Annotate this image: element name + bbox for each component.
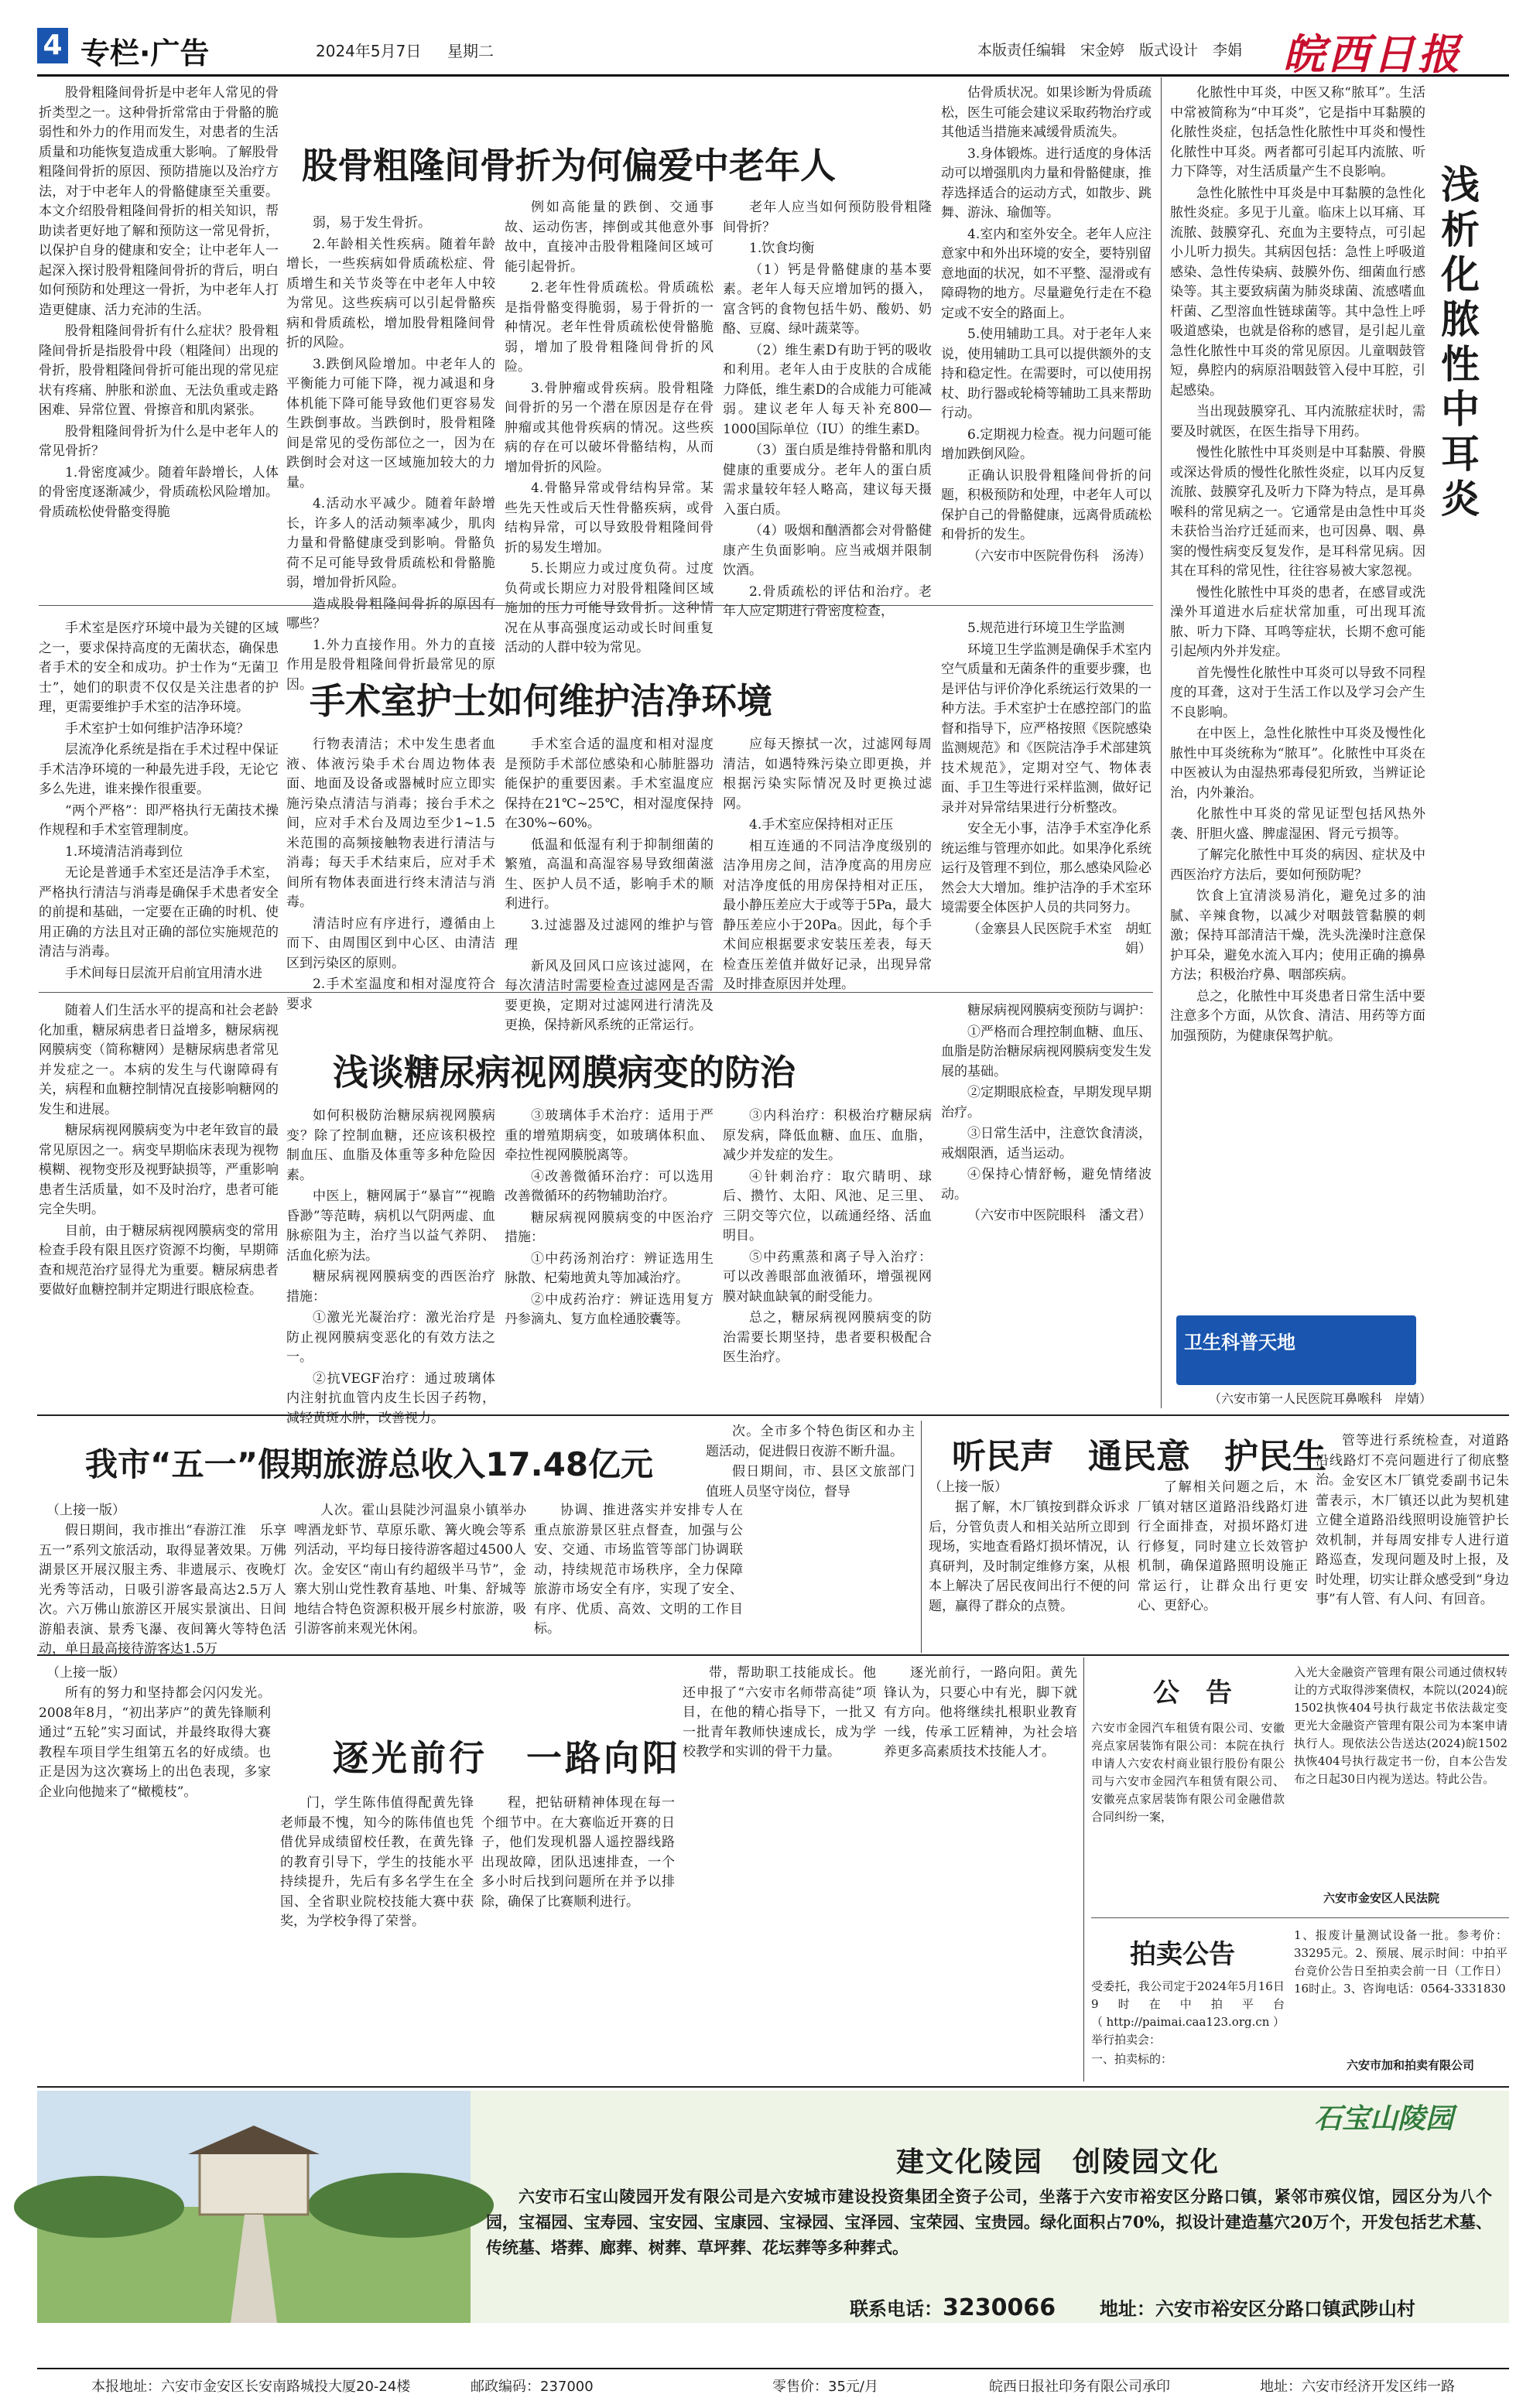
footer-printer-address: 地址：六安市经济开发区纬一路 <box>1260 2379 1455 2395</box>
paragraph: 4.活动水平减少。随着年龄增长，许多人的活动频率减少，肌肉力量和骨骼健康受到影响。骨骼负荷不足可能导致骨质疏松和骨骼脆弱，增加骨折风险。 <box>286 496 495 590</box>
paragraph: 估骨质状况。如果诊断为骨质疏松，医生可能会建议采取药物治疗或其他适当措施来减缓骨质流失。 <box>941 85 1152 140</box>
paragraph: 糖尿病视网膜病变的西医治疗措施： <box>286 1269 495 1305</box>
paragraph: 总之，糖尿病视网膜病变的防治需要长期坚持，患者要积极配合医生治疗。 <box>723 1310 932 1365</box>
announcement-right: 入光大金融资产管理有限公司通过债权转让的方式取得涉案债权，本院以(2024)皖1502执恢404号执行裁定书依法裁定变更光大金融资产管理有限公司为本案申请执行人。现依法公告送达(2024)皖1502执恢404号执行裁定书一份，自本公告发布之日起30日内视为送达。特此公告。 <box>1294 1665 1507 1786</box>
paragraph: 4.室内和室外安全。老年人应注意家中和外出环境的安全，要特别留意地面的状况，如不平整、湿滑或有障碍物的地方。尽量避免行走在不稳定或不安全的路面上。 <box>941 226 1152 321</box>
cemetery-photo <box>37 2091 471 2323</box>
article5-continued: （上接一版） <box>46 1503 125 1518</box>
article6-continued: （上接一版） <box>929 1479 1008 1495</box>
paragraph: 饮食上宜清淡易消化，避免过多的油腻、辛辣食物，以减少对咽鼓管黏膜的刺激；保持耳部清洁干燥，洗头洗澡时注意保护耳朵，避免水流入耳内；使用正确的擤鼻方法；积极治疗鼻、咽部疾病。 <box>1170 888 1425 983</box>
paragraph: 清洁时应有序进行，遵循由上而下、由周围区到中心区、由清洁区到污染区的原则。 <box>286 915 495 971</box>
paragraph: 糖尿病视网膜病变为中老年致盲的最常见原因之一。病变早期临床表现为视物模糊、视物变形及视野缺损等，严重影响患者生活质量，如不及时治疗，患者可能完全失明。 <box>39 1123 279 1217</box>
paragraph: 4.骨骼异常或骨结构异常。某些先天性或后天性骨骼疾病，或骨结构异常，可以导致股骨粗隆间骨折的易发生增加。 <box>505 481 714 556</box>
paragraph: ⑤中药熏蒸和离子导入治疗：可以改善眼部血液循环，增强视网膜对缺血缺氧的耐受能力。 <box>723 1249 932 1305</box>
paragraph: “两个严格”：即严格执行无菌技术操作规程和手术室管理制度。 <box>39 802 279 838</box>
announcement-signature: 六安市金安区人民法院 <box>1323 1891 1440 1905</box>
paragraph: ②抗VEGF治疗：通过玻璃体内注射抗血管内皮生长因子药物，减轻黄斑水肿，改善视力。 <box>286 1370 495 1426</box>
page-number: 4 <box>37 28 68 63</box>
footer-address: 本报地址：六安市金安区长安南路城投大厦20-24楼 <box>91 2379 411 2395</box>
article3-col2 <box>286 735 495 1012</box>
footer-price: 零售价：35元/月 <box>772 2379 878 2395</box>
auction-left: 受委托，我公司定于2024年5月16日9时在中拍平台（http://paimai.caa123.org.cn）举行拍卖会： <box>1091 1979 1285 2047</box>
article3-col3 <box>505 735 714 1033</box>
paragraph: ③内科治疗：积极治疗糖尿病原发病，降低血糖、血压、血脂，减少并发症的发生。 <box>723 1108 932 1163</box>
paragraph: 2.手术室温度和相对湿度符合要求 <box>286 977 495 1012</box>
article1-col4 <box>723 198 932 619</box>
article6-title: 听民声 通民意 护民生 <box>952 1437 1326 1476</box>
photo-gate <box>200 2153 308 2215</box>
paragraph: ④改善微循环治疗：可以选用改善微循环的药物辅助治疗。 <box>505 1168 714 1204</box>
paragraph: 当出现鼓膜穿孔、耳内流脓症状时，需要及时就医，在医生指导下用药。 <box>1170 404 1425 440</box>
paragraph: 手术室护士如何维护洁净环境？ <box>65 720 249 737</box>
photo-trees <box>308 2173 494 2238</box>
article5-col4b: 假日期间，市、县区文旅部门值班人员坚守岗位，督导 <box>706 1464 915 1500</box>
paragraph: ③玻璃体手术治疗：适用于严重的增殖期病变，如玻璃体积血、牵拉性视网膜脱离等。 <box>505 1108 714 1163</box>
article2-body <box>1170 84 1425 1306</box>
article4-col5 <box>941 1001 1152 1373</box>
paragraph: 例如高能量的跌倒、交通事故、运动伤害，摔倒或其他意外事故中，直接冲击股骨粗隆间区域可能引起骨折。 <box>505 200 714 275</box>
editor-credit: 本版责任编辑 宋金婷 版式设计 李娟 <box>977 42 1243 59</box>
footer <box>37 2376 1509 2402</box>
paragraph: （4）吸烟和酗酒都会对骨骼健康产生负面影响。应当戒烟并限制饮酒。 <box>723 523 932 578</box>
article1-col1 <box>39 84 279 520</box>
cemetery-brand: 石宝山陵园 <box>1314 2102 1454 2135</box>
article5-col2: 人次。霍山县陡沙河温泉小镇举办啤酒龙虾节、草原乐歌、篝火晚会等系列活动，平均每日接待游客超过4500人次。金安区“南山有约超级半马节”，金寨大别山党性教育基地、叶集、舒城等地结合特色资源积极开展乡村旅游，吸引游客前来观光休闲。 <box>294 1503 526 1637</box>
paragraph: 安全无小事，洁净手术室净化系统运维与管理亦如此。如果净化系统运行及管理不到位，那么感染风险必然会大大增加。维护洁净的手术室环境需要全体医护人员的共同努力。 <box>941 821 1152 915</box>
section-title: 专栏·广告 <box>80 36 210 70</box>
paragraph: 化脓性中耳炎的常见证型包括风热外袭、肝胆火盛、脾虚湿困、肾元亏损等。 <box>1170 806 1425 842</box>
paragraph: 新风及回风口应该过滤网，在每次清洁时需要检查过滤网是否需要更换，定期对过滤网进行清洗及更换，保持新风系统的正常运行。 <box>505 958 714 1033</box>
paragraph: ②中成药治疗：辨证选用复方丹参滴丸、复方血栓通胶囊等。 <box>505 1291 714 1327</box>
auction-title: 拍卖公告 <box>1130 1939 1235 1970</box>
paragraph: 手术室是医疗环境中最为关键的区域之一，要求保持高度的无菌状态，确保患者手术的安全和成功。护士作为“无菌卫士”，她们的职责不仅仅是关注患者的护理，更需要维护手术室的洁净环境。 <box>39 621 279 715</box>
article3-col5 <box>941 619 1152 983</box>
paragraph: 5.长期应力或过度负荷。过度负荷或长期应力对股骨粗隆间区域施加的压力可能导致骨折。这种情况在从事高强度运动或长时间重复活动的人群中较为常见。 <box>505 561 714 655</box>
paragraph: （1）钙是骨骼健康的基本要素。老年人每天应增加钙的摄入，富含钙的食物包括牛奶、酸奶、奶酪、豆腐、绿叶蔬菜等。 <box>723 262 932 337</box>
footer-printer: 皖西日报社印务有限公司承印 <box>989 2379 1170 2395</box>
article1-title: 股骨粗隆间骨折为何偏爱中老年人 <box>302 145 836 186</box>
paper-logo: 皖西日报 <box>1283 29 1463 79</box>
author-credit: （六安市中医院骨伤科 汤涛） <box>967 548 1152 564</box>
paragraph: 1.饮食均衡 <box>749 241 815 256</box>
health-badge-label: 卫生科普天地 <box>1184 1332 1295 1353</box>
article6-col4: 金安区木厂镇党委副书记朱蕾表示，木厂镇还以此为契机建立健全道路沿线照明设施管护长效机制，并每周安排专人进行道路巡查，发现问题及时上报，及时处理，切实让群众感受到“身边事”有人管、有人问、有回音。 <box>1316 1473 1509 1607</box>
address-label: 地址： <box>1099 2298 1155 2320</box>
article6-col2: 了解相关问题之后，木厂镇对辖区道路沿线路灯进行全面排查，对损坏路灯进行修复，同时建立长效管护机制，确保道路照明设施正常运行，让群众出行更安心、更舒心。 <box>1138 1479 1308 1613</box>
paragraph: 3.跌倒风险增加。中老年人的平衡能力可能下降，视力减退和身体机能下降可能导致他们更容易发生跌倒事故。当跌倒时，股骨粗隆间是常见的受伤部位之一，因为在跌倒时会对这一区域施加较大的力量。 <box>286 356 495 491</box>
paragraph: 股骨粗隆间骨折为什么是中老年人的常见骨折？ <box>39 423 279 459</box>
cemetery-description: 六安市石宝山陵园开发有限公司是六安城市建设投资集团全资子公司，坐落于六安市裕安区分路口镇，紧邻市殡仪馆，园区分为八个园，宝福园、宝寿园、宝安园、宝康园、宝禄园、宝泽园、宝荣园、宝贵园。绿化面积占70%，拟设计建造墓穴20万个，开发包括艺术墓、传统墓、塔葬、廊葬、树葬、草坪葬、花坛葬等多种葬式。 <box>486 2187 1492 2257</box>
paragraph: （2）维生素D有助于钙的吸收和利用。老年人由于皮肤的合成能力降低，维生素D的合成能力可能减弱。建议老年人每天补充800—1000国际单位（IU）的维生素D。 <box>723 342 932 437</box>
article7-continued: （上接一版） <box>46 1665 125 1681</box>
paragraph: ①激光光凝治疗：激光治疗是防止视网膜病变恶化的有效方法之一。 <box>286 1310 495 1365</box>
article3-title: 手术室护士如何维护洁净环境 <box>310 680 772 722</box>
announcement-title: 公 告 <box>1153 1678 1232 1709</box>
paragraph: 随着人们生活水平的提高和社会老龄化加重，糖尿病患者日益增多，糖尿病视网膜病变（简称糖网）是糖尿病患者常见并发症之一。本病的发生与代谢障碍有关，病程和血糖控制情况直接影响糖网的发生和进展。 <box>39 1003 279 1117</box>
auction-signature: 六安市加和拍卖有限公司 <box>1347 2058 1475 2072</box>
author-credit: （金寨县人民医院手术室 胡虹娟） <box>967 921 1152 956</box>
paragraph: ④保持心情舒畅，避免情绪波动。 <box>941 1167 1152 1202</box>
paragraph: 股骨粗隆间骨折是中老年人常见的骨折类型之一。这种骨折常常由于骨骼的脆弱性和外力的作用而发生，对患者的生活质量和功能恢复造成重大影响。了解股骨粗隆间骨折的原因、预防措施以及治疗方法，对于中老年人的骨骼健康至关重要。本文介绍股骨粗隆间骨折的相关知识，帮助读者更好地了解和预防这一常见骨折，以保护自身的健康和安全；让中老年人一起深入探讨股骨粗隆间骨折的背后，明白如何预防和处理这一骨折，为中老年人打造更健康、活力充沛的生活。 <box>39 85 279 318</box>
paragraph: （3）蛋白质是维持骨骼和肌肉健康的重要成分。老年人的蛋白质需求量较年轻人略高，建议每天摄入蛋白质。 <box>723 443 932 518</box>
article7-col1: 所有的努力和坚持都会闪闪发光。2008年8月，“初出茅庐”的黄先锋顺利通过“五轮”实习面试，并最终取得大赛教程车项目学生组第五名的好成绩。也正是因为这次赛场上的出色表现，多家企业向他抛来了“橄榄枝”。 <box>39 1685 271 1800</box>
article1-col5 <box>941 84 1152 594</box>
paragraph: 如何积极防治糖尿病视网膜病变？除了控制血糖，还应该积极控制血压、血脂及体重等多种危险因素。 <box>286 1108 495 1183</box>
paragraph: 3.骨肿瘤或骨疾病。股骨粗隆间骨折的另一个潜在原因是存在骨肿瘤或其他骨疾病的情况。这些疾病的存在可以破坏骨骼结构，从而增加骨折的风险。 <box>505 380 714 475</box>
announcement-left: 六安市金园汽车租赁有限公司、安徽亮点家居装饰有限公司：本院在执行申请人六安农村商业银行股份有限公司与六安市金园汽车租赁有限公司、安徽亮点家居装饰有限公司金融借款合同纠纷一案， <box>1091 1721 1285 1824</box>
address-value: 六安市裕安区分路口镇武陟山村 <box>1155 2298 1415 2320</box>
paragraph: 手术室合适的温度和相对湿度是预防手术部位感染和心肺脏器功能保护的重要因素。手术室温度应保持在21℃~25℃，相对湿度保持在30%~60%。 <box>505 737 714 831</box>
cemetery-ad <box>37 2091 1509 2323</box>
paragraph: 正确认识股骨粗隆间骨折的问题，积极预防和处理，中老年人可以保护自己的骨骼健康，远离骨质疏松和骨折的发生。 <box>941 467 1152 542</box>
paragraph: 在中医上，急性化脓性中耳炎及慢性化脓性中耳炎统称为“脓耳”。化脓性中耳炎在中医被认为由湿热邪毒侵犯所致，当辨证论治，内外兼治。 <box>1170 726 1425 801</box>
paragraph: ①严格而合理控制血糖、血压、血脂是防治糖尿病视网膜病变发生发展的基础。 <box>941 1024 1152 1079</box>
paragraph: 2.老年性骨质疏松。骨质疏松是指骨骼变得脆弱，易于骨折的一种情况。老年性骨质疏松使骨骼脆弱，增加了股骨粗隆间骨折的风险。 <box>505 280 714 375</box>
article5-col3: 协调、推进落实并安排专人在重点旅游景区驻点督查，加强与公安、交通、市场监管等部门协调联动，持续规范市场秩序，全力保障旅游市场安全有序，实现了安全、有序、优质、高效、文明的工作目标。 <box>534 1503 743 1637</box>
issue-date: 2024年5月7日 <box>316 42 422 60</box>
paragraph: 5.使用辅助工具。对于老年人来说，使用辅助工具可以提供额外的支持和稳定性。在需要时，可以使用拐杖、助行器或轮椅等辅助工具来帮助行动。 <box>941 327 1152 421</box>
paragraph: 股骨粗隆间骨折有什么症状？股骨粗隆间骨折是指股骨中段（粗隆间）出现的骨折，股骨粗隆间骨折可能出现的常见症状有疼痛、肿胀和淤血、无法负重或走路困难、异常位置、骨擦音和肌肉紧张。 <box>39 323 279 418</box>
issue-weekday: 星期二 <box>447 42 494 60</box>
article7-col2: 门，学生陈伟值得配黄先锋老师最不愧，知今的陈伟值也凭借优异成绩留校任教，在黄先锋的教育引导下，学生的技能水平持续提升，先后有多名学生在全国、全省职业院校技能大赛中获奖，为学校争得了荣誉。 <box>280 1795 474 1929</box>
paragraph: 环境卫生学监测是确保手术室内空气质量和无菌条件的重要步骤，也是评估与评价净化系统运行效果的一种方法。手术室护士在感控部门的监督和指导下，应严格按照《医院感染监测规范》和《医院洁净手术部建筑技术规范》，定期对空气、物体表面、手卫生等进行采样监测，做好记录并对异常结果进行分析整改。 <box>941 641 1152 816</box>
article4-col4 <box>723 1107 932 1373</box>
author-credit: （六安市中医院眼科 潘文君） <box>967 1208 1152 1223</box>
paragraph: ②定期眼底检查，早期发现早期治疗。 <box>941 1085 1152 1120</box>
article5-col4a: 次。全市多个特色街区和办主题活动，促进假日夜游不断升温。 <box>706 1424 915 1459</box>
paragraph: 低温和低湿有利于抑制细菌的繁殖，高温和高湿容易导致细菌滋生、医护人员不适，影响手术的顺利进行。 <box>505 836 714 912</box>
paragraph: 中医上，糖网属于“暴盲”“视瞻昏渺”等范畴，病机以气阴两虚、血脉瘀阻为主，治疗当以益气养阴、活血化瘀为法。 <box>286 1189 495 1264</box>
paragraph: 3.身体锻炼。进行适度的身体活动可以增强肌肉力量和骨骼健康，推荐选择适合的运动方式，如散步、跳舞、游泳、瑜伽等。 <box>941 145 1152 221</box>
paragraph: ④针刺治疗：取穴睛明、球后、攒竹、太阳、风池、足三里、三阴交等穴位，以疏通经络、活血明目。 <box>723 1168 932 1243</box>
article1-col3 <box>505 198 714 655</box>
paragraph: 糖尿病视网膜病变预防与调护： <box>967 1003 1152 1018</box>
paragraph: 糖尿病视网膜病变的中医治疗措施： <box>505 1209 714 1245</box>
auction-right: 1、报废计量测试设备一批。参考价：33295元。2、预展、展示时间：中拍平台竞价公告日至拍卖会前一日（工作日）16时止。3、咨询电话：0564-3331830 <box>1294 1928 1507 1996</box>
paragraph: 老年人应当如何预防股骨粗隆间骨折？ <box>723 200 932 235</box>
paragraph: 1.骨密度减少。随着年龄增长，人体的骨密度逐渐减少，骨质疏松风险增加。骨质疏松使骨骼变得脆 <box>39 464 279 520</box>
paragraph: 慢性化脓性中耳炎则是中耳黏膜、骨膜或深达骨质的慢性化脓性炎症，以耳内反复流脓、鼓膜穿孔及听力下降为特点，是耳鼻喉科的常见病之一。它通常是由急性中耳炎未获恰当治疗迁延而来，也可因鼻、咽、鼻窦的慢性病变反复发作，是耳科常见病。因其在耳科的常见性，往往容易被大家忽视。 <box>1170 445 1425 579</box>
paragraph: 弱，易于发生骨折。 <box>313 215 431 231</box>
article7-title: 逐光前行 一路向阳 <box>333 1737 681 1779</box>
paragraph: 5.规范进行环境卫生学监测 <box>967 621 1125 636</box>
masthead <box>37 23 1507 79</box>
paragraph: 1.环境清洁消毒到位 <box>65 843 183 860</box>
paragraph: 相互连通的不同洁净度级别的洁净用房之间，洁净度高的用房应对洁净度低的用房保持相对正压，最小静压差应大于或等于5Pa，最大静压差应小于20Pa。因此，每个手术间应根据要求安装压差表，每天检查压差值并做好记录，出现异常及时排查原因并处理。 <box>723 838 932 992</box>
article2-title: 浅析化脓性中耳炎 <box>1441 162 1480 522</box>
article6-col1: 据了解，木厂镇按到群众诉求后，分管负责人和相关站所立即到现场，实地查看路灯损坏情况，认真研判，及时制定维修方案，从根本上解决了居民夜间出行不便的问题，赢得了群众的点赞。 <box>929 1500 1130 1614</box>
article4-col2 <box>286 1107 495 1426</box>
cemetery-contact <box>850 2293 1415 2321</box>
paragraph: 首先慢性化脓性中耳炎可以导致不同程度的耳聋，这对于生活工作以及学习会产生不良影响。 <box>1170 665 1425 720</box>
paragraph: 急性化脓性中耳炎是中耳黏膜的急性化脓性炎症。多见于儿童。临床上以耳痛、耳流脓、鼓膜穿孔、充血为主要特点，可引起小儿听力损失。其病因包括：急性上呼吸道感染、急性传染病、鼓膜外伤、细菌血行感染等。其主要致病菌为肺炎球菌、流感嗜血杆菌、乙型溶血性链球菌等。其中急性上呼吸道感染，也就是俗称的感冒，是引起儿童急性化脓性中耳炎的常见原因。儿童咽鼓管短，鼻腔内的病原沿咽鼓管入侵中耳腔，引起感染。 <box>1170 185 1425 398</box>
paragraph: 化脓性中耳炎，中医又称“脓耳”。生活中常被简称为“中耳炎”，它是指中耳黏膜的化脓性炎症，包括急性化脓性中耳炎和慢性化脓性中耳炎。两者都可引起耳内流脓、听力下降等，对生活质量产生不良影响。 <box>1170 85 1425 180</box>
article3-col1 <box>39 619 279 983</box>
paragraph: 应每天擦拭一次，过滤网每周清洁，如遇特殊污染立即更换，并根据污染实际情况及时更换过滤网。 <box>723 737 932 812</box>
article4-col3 <box>505 1107 714 1373</box>
article5-col1: 假日期间，我市推出“春游江淮 乐享五一”系列文旅活动，取得显著效果。万佛湖景区开展汉服主秀、非遗展示、夜晚灯光秀等活动，日吸引游客最高达2.5万人次。六万佛山旅游区开展实景演出、日间游船表演、景秀飞瀑、夜间篝火等特色活动，单日最高接待游客达1.5万 <box>39 1523 286 1657</box>
photo-trees <box>14 2176 184 2238</box>
paragraph: 2.骨质疏松的评估和治疗。老年人应定期进行骨密度检查， <box>723 583 932 619</box>
paragraph: 1.外力直接作用。外力的直接作用是股骨粗隆间骨折最常见的原因。 <box>286 637 495 693</box>
auction-left2: 一、拍卖标的： <box>1091 2052 1173 2066</box>
cemetery-slogan: 建文化陵园 创陵园文化 <box>896 2146 1220 2178</box>
paragraph: 层流净化系统是指在手术过程中保证手术洁净环境的一种最先进手段，无论它多么先进，谁来操作很重要。 <box>39 742 279 797</box>
paragraph: 4.手术室应保持相对正压 <box>749 817 894 833</box>
health-badge <box>1176 1315 1416 1385</box>
paragraph: 6.定期视力检查。视力问题可能增加跌倒风险。 <box>941 426 1152 462</box>
paragraph: 总之，化脓性中耳炎患者日常生活中要注意多个方面，从饮食、清洁、用药等方面加强预防，为健康保驾护航。 <box>1170 988 1425 1044</box>
paragraph: 2.年龄相关性疾病。随着年龄增长，一些疾病如骨质疏松症、骨质增生和关节炎等在中老年人中较为常见。这些疾病可以引起骨骼疾病和骨质疏松，增加股骨粗隆间骨折的风险。 <box>286 236 495 351</box>
article7-col3: 程，把钻研精神体现在每一个细节中。在大赛临近开赛的日子，他们发现机器人遥控器线路出现故障，团队迅速排查，一个多小时后找到问题所在并予以排除，确保了比赛顺利进行。 <box>481 1795 675 1910</box>
phone-label: 联系电话： <box>850 2298 943 2320</box>
paragraph: 慢性化脓性中耳炎的患者，在感冒或洗澡外耳道进水后症状常加重，可出现耳流脓、听力下降、耳鸣等症状，长期不愈可能引起颅内外并发症。 <box>1170 584 1425 659</box>
paragraph: 行物表清洁；术中发生患者血液、体液污染手术台周边物体表面、地面及设备或器械时应立即实施污染点清洁与消毒；接台手术之间，应对手术台及周边至少1~1.5米范围的高频接触物表进行清洁与消毒；每天手术结束后，应对手术间所有物体表面进行终末清洁与消毒。 <box>286 737 495 910</box>
paragraph: 目前，由于糖尿病视网膜病变的常用检查手段有限且医疗资源不均衡，早期筛查和规范治疗显得尤为重要。糖尿病患者要做好血糖控制并定期进行眼底检查。 <box>39 1223 279 1298</box>
article4-title: 浅谈糖尿病视网膜病变的防治 <box>333 1052 796 1093</box>
paragraph: 了解完化脓性中耳炎的病因、症状及中西医治疗方法后，要如何预防呢？ <box>1170 847 1425 883</box>
article6-col3: 管等进行系统检查，对道路沿线路灯不亮问题进行了彻底整治。 <box>1316 1433 1509 1488</box>
article4-col1 <box>39 1001 279 1373</box>
auction-box <box>1091 1924 1509 2078</box>
paragraph: 无论是普通手术室还是洁净手术室，严格执行清洁与消毒是确保手术患者安全的前提和基础，一定要在正确的时机、使用正确的方法且对正确的部位实施规范的清洁与消毒。 <box>39 865 279 959</box>
article2-author: （六安市第一人民医院耳鼻喉科 岸婧） <box>1208 1391 1432 1406</box>
paragraph: 3.过滤器及过滤网的维护与管理 <box>505 917 714 953</box>
article7-col4: 带，帮助职工技能成长。他还申报了“六安市名师带高徒”项目，在他的精心指导下，一批又一批青年教师快速成长，成为学校教学和实训的骨干力量。 <box>683 1665 876 1760</box>
paragraph: 造成股骨粗隆间骨折的原因有哪些？ <box>286 596 495 631</box>
article7-col5: 逐光前行，一路向阳。黄先锋认为，只要心中有光，脚下就有方向。他将继续扎根职业教育一线，传承工匠精神，为社会培养更多高素质技术技能人才。 <box>884 1665 1077 1760</box>
paragraph: ①中药汤剂治疗：辨证选用生脉散、杞菊地黄丸等加减治疗。 <box>505 1250 714 1286</box>
phone-number: 3230066 <box>943 2294 1056 2321</box>
article1-col2 <box>286 214 495 693</box>
article3-col4 <box>723 735 932 992</box>
announcement-box <box>1091 1657 1509 1917</box>
paragraph: ③日常生活中，注意饮食清淡，戒烟限酒，适当运动。 <box>941 1126 1152 1161</box>
article5-title: 我市“五一”假期旅游总收入17.48亿元 <box>85 1445 654 1483</box>
footer-postcode: 邮政编码：237000 <box>471 2379 594 2395</box>
paragraph: 手术间每日层流开启前宜用清水进 <box>65 965 262 981</box>
